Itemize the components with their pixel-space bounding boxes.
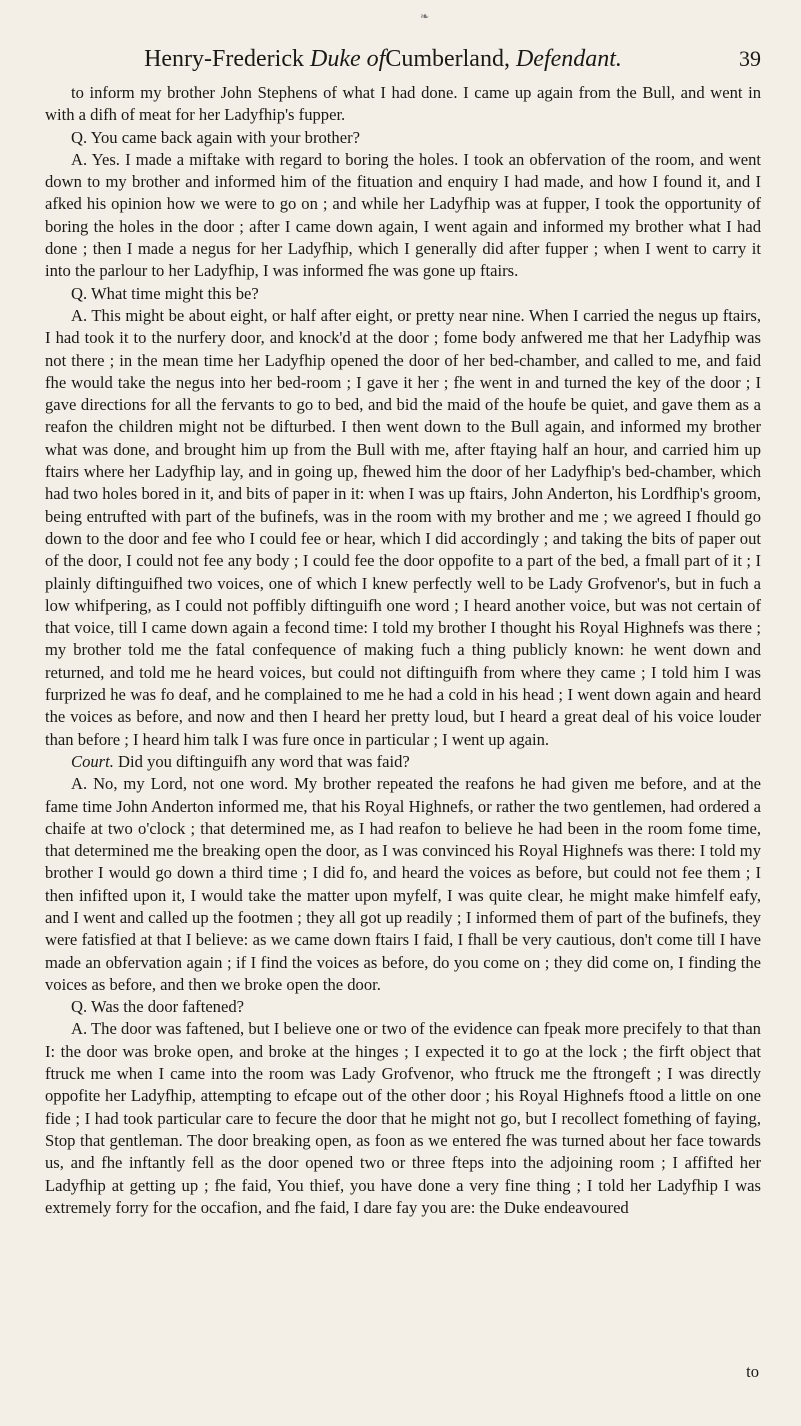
- paragraph: [45, 751, 761, 773]
- paragraph: [45, 1018, 761, 1219]
- header-duke: Duke: [310, 46, 361, 72]
- speaker-label: A.: [71, 1019, 88, 1039]
- running-header: [45, 44, 761, 74]
- speaker-label: Court.: [71, 751, 114, 771]
- paragraph-text: What time might this be?: [91, 283, 259, 303]
- paragraph-text: The door was faftened, but I believe one or two of the evidence can fpeak more precifely to that than I: the door was broke open, and broke at the hinges ; I expected it to go at the lock ; the firft object that ftruck me when I came into the room was Lady Grofvenor, who ftruck me the ftrongeft ; I was directly oppofite her Ladyfhip, attempting to efcape out of the other door ; his Royal Highnefs ftood a little on one fide ; I had took particular care to fecure the door that he might not go, but I recollect fomething of faying, Stop that gentleman. The door breaking open, as foon as we entered fhe was turned about her face towards us, and fhe inftantly fell as the door opened two or three fteps into the adjoining room ; I affifted her Ladyfhip at getting up ; fhe faid, You thief, you have done a very fine thing ; I told her Ladyfhip I was extremely forry for the occafion, and fhe faid, I dare fay you are: the Duke endeavoured: [45, 1019, 761, 1217]
- printer-ornament: ❧: [420, 11, 430, 23]
- paragraph-text: You came back again with your brother?: [90, 127, 360, 147]
- paragraph-text: Yes. I made a miftake with regard to boring the holes. I took an obfervation of the room, and went down to my brother and informed him of the fituation and enquiry I had made, and how I found it, and I afked his opinion how we were to go on ; and while her Ladyfhip was at fupper, I took the opportunity of boring the holes in the door ; after I came down again, I went again and informed my brother what I had done ; then I made a negus for her Ladyfhip, which I generally did after fupper ; when I went to carry it into the parlour to her Ladyfhip, I was informed fhe was gone up ftairs.: [45, 149, 761, 281]
- speaker-label: A.: [71, 774, 88, 794]
- paragraph: [45, 996, 761, 1018]
- speaker-label: Q.: [71, 283, 88, 303]
- header-place: Cumberland,: [385, 46, 510, 72]
- paragraph-text: Was the door faftened?: [91, 997, 245, 1017]
- header-name: Henry-Frederick: [144, 46, 304, 72]
- speaker-label: A.: [71, 305, 88, 325]
- paragraph-text: Did you diftinguifh any word that was faid?: [118, 751, 410, 771]
- paragraph-text: to inform my brother John Stephens of what I had done. I came up again from the Bull, and went in with a difh of meat for her Ladyfhip's fupper.: [45, 83, 761, 125]
- paragraph: [45, 773, 761, 996]
- paragraph: [45, 305, 761, 751]
- speaker-label: Q.: [71, 127, 88, 147]
- header-role: Defendant.: [515, 46, 622, 72]
- catchword: to: [746, 1362, 759, 1381]
- speaker-label: A.: [71, 149, 88, 169]
- paragraph: [45, 82, 761, 127]
- page-body: [45, 82, 761, 1219]
- page-number: 39: [739, 46, 761, 71]
- paragraph: [45, 127, 761, 149]
- paragraph-text: No, my Lord, not one word. My brother repeated the reafons he had given me before, and at the fame time John Anderton informed me, that his Royal Highnefs, or rather the two gentlemen, had ordered a chaife at two o'clock ; that determined me, as I had reafon to believe he had been in the room fome time, that determined me the breaking open the door, as I was convinced his Royal Highnefs was there: I told my brother I would go down a third time ; I did fo, and heard the voices as before, but could not fee them ; I then infifted upon it, I would take the matter upon myfelf, I was quite clear, he might make himfelf eafy, and I went and called up the footmen ; they all got up readily ; I informed them of part of the bufinefs, they were fatisfied at that I believe: as we came down ftairs I faid, I fhall be very cautious, don't come till I have made an obfervation again ; if I find the voices as before, do you come on ; they did come on, I finding the voices as before, and then we broke open the door.: [45, 774, 761, 994]
- header-of: of: [366, 46, 386, 72]
- paragraph: [45, 283, 761, 305]
- paragraph: [45, 149, 761, 283]
- paragraph-text: This might be about eight, or half after eight, or pretty near nine. When I carried the negus up ftairs, I had took it to the nurfery door, and knock'd at the door ; fome body anfwered me that her Ladyfhip was not there ; in the mean time her Ladyfhip opened the door of her bed-chamber, and called to me, and faid fhe would take the negus into her bed-room ; I gave it her ; fhe went in and turned the key of the door ; I gave directions for all the fervants to go to bed, and bid the maid of the houfe be quiet, and gave them as a reafon the children might not be difturbed. I then went down to the Bull again, and informed my brother what was done, and brought him up from the Bull with me, after ftaying half an hour, and carried him up ftairs where her Ladyfhip lay, and in going up, fhewed him the door of her Ladyfhip's bed-chamber, which had two holes bored in it, and bits of paper in it: when I was up ftairs, John Anderton, his Lordfhip's groom, being entrufted with part of the bufinefs, was in the room with my brother and me ; we agreed I fhould go down to the door and fee who I could fee or hear, which I did accordingly ; and taking the bits of paper out of the door, I could not fee any body ; I could fee the door oppofite to a part of the bed, a fmall part of it ; I plainly diftinguifhed two voices, one of which I knew perfectly well to be Lady Grofvenor's, but in fuch a low whifpering, as I could not poffibly diftinguifh one word ; I heard another voice, but was not certain of that voice, till I came down again a fecond time: I told my brother I thought his Royal Highnefs was there ; my brother told me the fatal confequence of making fuch a thing publicly known: he went down and returned, and told me he heard voices, but could not diftinguifh from where they came ; I told him I was furprized he was fo deaf, and he complained to me he had a cold in his head ; I went down again and heard the voices as before, and now and then I heard her pretty loud, but I heard a great deal of his voice louder than before ; I heard him talk I was fure once in particular ; I went up again.: [45, 305, 761, 749]
- speaker-label: Q.: [71, 997, 88, 1017]
